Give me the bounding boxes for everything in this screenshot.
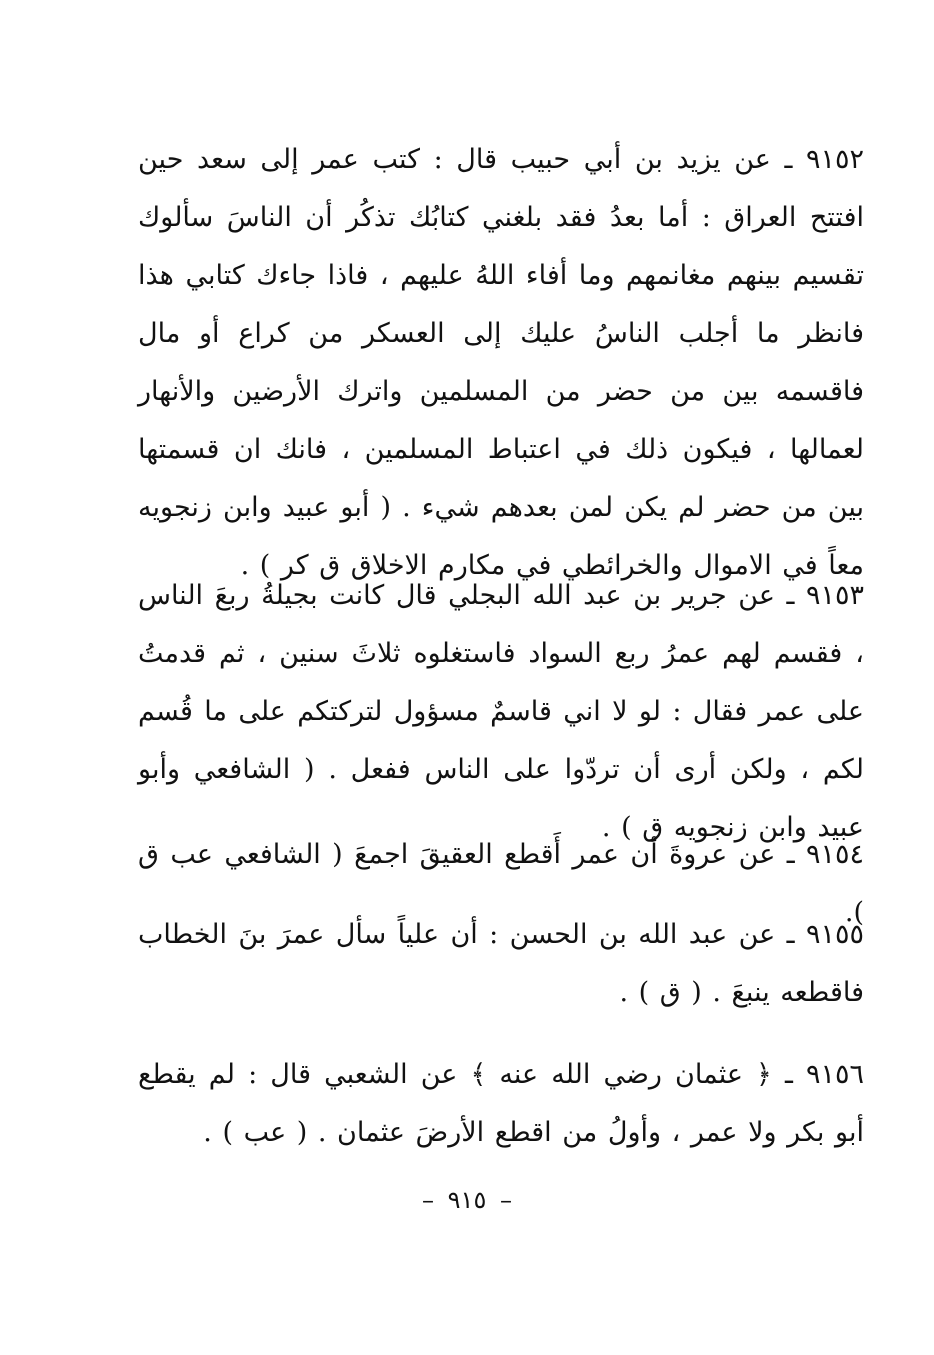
page-footer <box>0 1180 934 1220</box>
page-number: ٩١٥ <box>447 1186 487 1214</box>
paragraph-9153: ٩١٥٣ ـ عن جرير بن عبد الله البجلي قال كانت بجيلةُ ربعَ الناس ، فقسم لهم عمرُ ربع السواد فاستغلوه ثلاثَ سنين ، ثم قدمتُ على عمر فقال : لو لا اني قاسمٌ مسؤول لتركتكم على ما قُسم لكم ، ولكن أرى أن تردّوا على الناس ففعل . ( الشافعي وأبو عبيد وابن زنجويه ق ) . <box>138 580 864 843</box>
footer-dash-right: – <box>422 1186 435 1214</box>
paragraph-9152: ٩١٥٢ ـ عن يزيد بن أبي حبيب قال : كتب عمر إلى سعد حين افتتح العراق : أما بعدُ فقد بلغني كتابُك تذكُر أن الناسَ سألوك تقسيم بينهم مغانمهم وما أفاء اللهُ عليهم ، فاذا جاءك كتابي هذا فانظر ما أجلب الناسُ عليك إلى العسكر من كراع أو مال فاقسمه بين من حضر من المسلمين واترك الأرضين والأنهار لعمالها ، فيكون ذلك في اعتباط المسلمين ، فانك ان قسمتها بين من حضر لم يكن لمن بعدهم شيء . ( أبو عبيد وابن زنجويه معاً في الاموال والخرائطي في مكارم الاخلاق ق كر ) . <box>138 144 864 581</box>
paragraph-9155: ٩١٥٥ ـ عن عبد الله بن الحسن : أن علياً سأل عمرَ بنَ الخطاب فاقطعه ينبعَ . ( ق ) . <box>138 919 864 1008</box>
paragraph-9156: ٩١٥٦ ـ ﴿ عثمان رضي الله عنه ﴾ عن الشعبي قال : لم يقطع أبو بكر ولا عمر ، وأولُ من اقطع الأرضَ عثمان . ( عب ) . <box>138 1059 864 1148</box>
paragraph-9154: ٩١٥٤ ـ عن عروةَ أن عمر أَقطع العقيقَ اجمعَ ( الشافعي عب ق ). <box>138 839 864 928</box>
footer-dash-left: – <box>499 1186 512 1214</box>
